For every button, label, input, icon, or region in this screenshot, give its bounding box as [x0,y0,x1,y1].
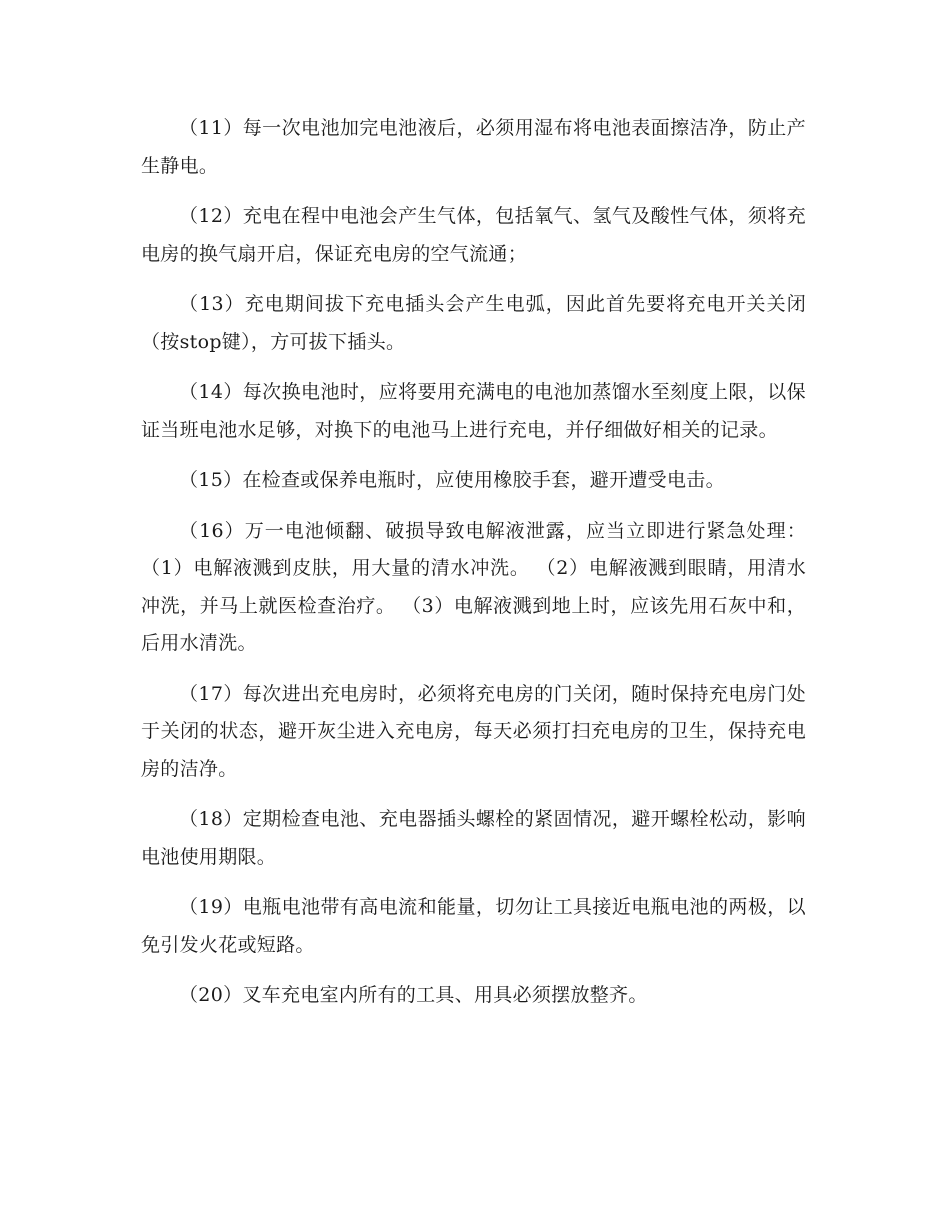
paragraph-item-20: （20）叉车充电室内所有的工具、用具必须摆放整齐。 [179,984,648,1006]
paragraph-item-15: （15）在检查或保养电瓶时，应使用橡胶手套，避开遭受电击。 [179,469,725,491]
paragraph-item-19: （19）电瓶电池带有高电流和能量，切勿让工具接近电瓶电池的两极，以免引发火花或短路。 [141,896,806,956]
paragraph-item-16: （16）万一电池倾翻、破损导致电解液泄露，应当立即进行紧急处理： （1）电解液溅到皮肤，用大量的清水冲洗。 （2）电解液溅到眼睛，用清水冲洗，并马上就医检查治疗。 （3）电解液溅到地上时，应该先用石灰中和，后用水清洗。 [141,519,806,654]
paragraph-item-14: （14）每次换电池时，应将要用充满电的电池加蒸馏水至刻度上限，以保证当班电池水足够，对换下的电池马上进行充电，并仔细做好相关的记录。 [141,381,806,441]
paragraph-item-13: （13）充电期间拔下充电插头会产生电弧，因此首先要将充电开关关闭（按stop键），方可拔下插头。 [141,293,806,353]
paragraph-item-12: （12）充电在程中电池会产生气体，包括氧气、氢气及酸性气体，须将充电房的换气扇开启，保证充电房的空气流通； [141,205,806,265]
paragraph-item-17: （17）每次进出充电房时，必须将充电房的门关闭，随时保持充电房门处于关闭的状态，避开灰尘进入充电房，每天必须打扫充电房的卫生，保持充电房的洁净。 [141,682,806,780]
paragraph-item-18: （18）定期检查电池、充电器插头螺栓的紧固情况，避开螺栓松动，影响电池使用期限。 [141,808,806,868]
document-page [141,110,806,1028]
paragraph-item-11: （11）每一次电池加完电池液后，必须用湿布将电池表面擦洁净，防止产生静电。 [141,117,806,177]
